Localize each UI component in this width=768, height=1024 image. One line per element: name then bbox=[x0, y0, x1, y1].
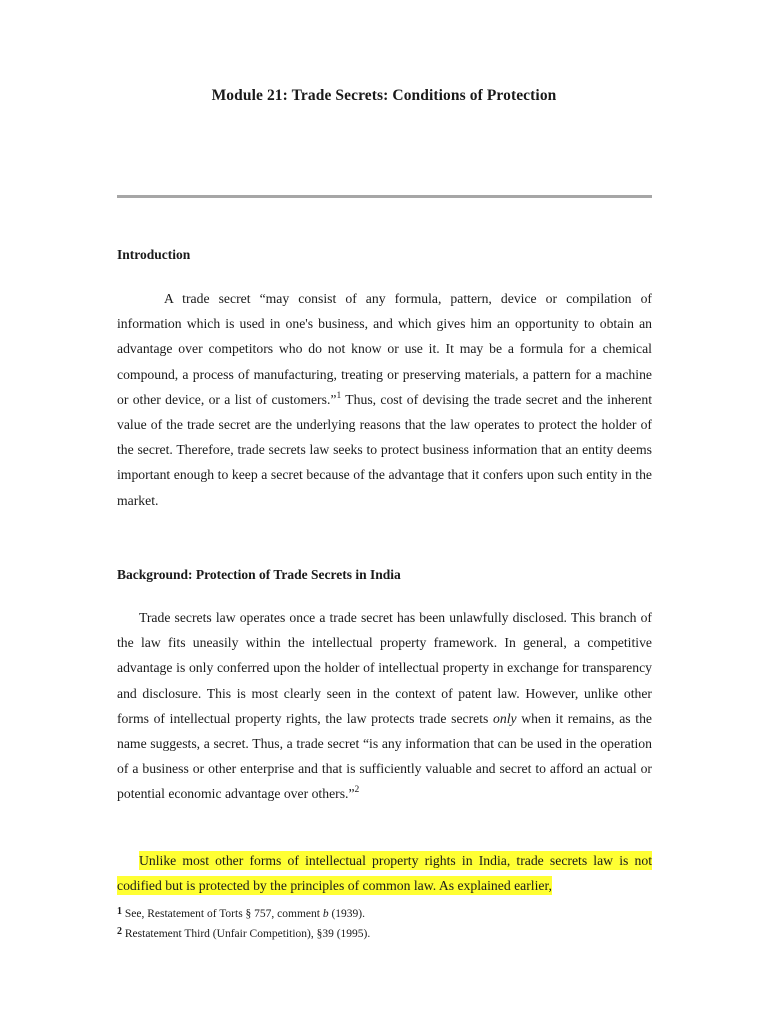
footnote-text: (1939). bbox=[328, 908, 366, 920]
footnote-ref-2[interactable]: 2 bbox=[354, 785, 360, 796]
page-title: Module 21: Trade Secrets: Conditions of Protection bbox=[211, 87, 557, 104]
footnote-text: See, Restatement of Torts § 757, comment bbox=[124, 908, 323, 920]
footnote-emphasis: b bbox=[322, 908, 329, 920]
highlighted-text: Unlike most other forms of intellectual property rights in India, trade secrets law is not codified but is protected by the principles of common law. As explained earlier, bbox=[117, 853, 652, 894]
footnotes bbox=[117, 903, 652, 943]
section-heading-introduction: Introduction bbox=[117, 247, 191, 262]
section-heading-background: Background: Protection of Trade Secrets in India bbox=[117, 567, 401, 582]
footnote-2 bbox=[117, 923, 652, 943]
footnote-ref-1[interactable]: 1 bbox=[336, 390, 342, 401]
emphasis-text: only bbox=[493, 710, 517, 726]
paragraph-text: A trade secret “may consist of any formula, pattern, device or compilation of information which is used in one's business, and which gives him an opportunity to obtain an advantage over competitors who do not know or use it. It may be a formula for a chemical compound, a process of manufacturing, treating or preserving materials, a pattern for a machine or other device, or a list of customers.” bbox=[117, 291, 652, 407]
footnote-number: 2 bbox=[117, 926, 122, 937]
paragraph-text: when it remains, as the name suggests, a secret. Thus, a trade secret “is any information that can be used in the operation of a business or other enterprise and that is sufficiently valuable and secret to afford an actual or potential economic advantage over others.” bbox=[117, 710, 652, 802]
horizontal-rule bbox=[117, 195, 652, 198]
paragraph-highlighted bbox=[117, 848, 652, 898]
footnote-1 bbox=[117, 903, 652, 923]
footnote-text: Restatement Third (Unfair Competition), §39 (1995). bbox=[124, 928, 371, 940]
paragraph-text: Trade secrets law operates once a trade secret has been unlawfully disclosed. This branch of the law fits uneasily within the intellectual property framework. In general, a competitive advantage is only conferred upon the holder of intellectual property in exchange for transparency and disclosure. This is most clearly seen in the context of patent law. However, unlike other forms of intellectual property rights, the law protects trade secrets bbox=[117, 610, 652, 726]
footnote-number: 1 bbox=[117, 906, 122, 917]
paragraph-background bbox=[117, 605, 652, 807]
paragraph-text: Thus, cost of devising the trade secret and the inherent value of the trade secret are the underlying reasons that the law operates to protect the holder of the secret. Therefore, trade secrets law seeks to protect business information that an entity deems important enough to keep a secret because of the advantage that it confers upon such entity in the market. bbox=[117, 391, 653, 508]
paragraph-introduction bbox=[117, 286, 652, 513]
